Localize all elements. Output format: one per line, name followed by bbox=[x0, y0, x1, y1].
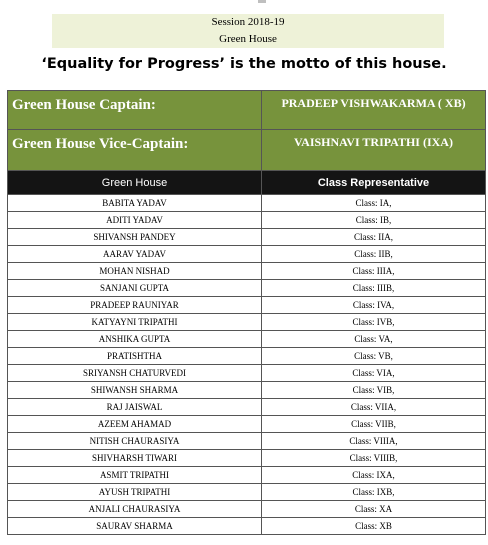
student-class: Class: IIIA, bbox=[262, 263, 486, 280]
table-row bbox=[8, 263, 486, 280]
column-header-house: Green House bbox=[8, 171, 262, 195]
student-name: PRADEEP RAUNIYAR bbox=[8, 297, 262, 314]
house-label: Green House bbox=[219, 33, 277, 45]
house-motto: ‘Equality for Progress’ is the motto of this house. bbox=[41, 56, 447, 72]
table-row bbox=[8, 195, 486, 212]
student-class: Class: VIB, bbox=[262, 382, 486, 399]
student-name: SAURAV SHARMA bbox=[8, 518, 262, 535]
session-label: Session 2018-19 bbox=[211, 16, 285, 28]
vice-captain-label: Green House Vice-Captain: bbox=[8, 130, 262, 171]
table-row bbox=[8, 297, 486, 314]
table-row bbox=[8, 280, 486, 297]
student-name: AARAV YADAV bbox=[8, 246, 262, 263]
table-row bbox=[8, 246, 486, 263]
student-name: ANJALI CHAURASIYA bbox=[8, 501, 262, 518]
student-class: Class: IB, bbox=[262, 212, 486, 229]
table-row bbox=[8, 212, 486, 229]
student-class: Class: VIIA, bbox=[262, 399, 486, 416]
student-name: RAJ JAISWAL bbox=[8, 399, 262, 416]
captain-row bbox=[8, 91, 486, 130]
table-row bbox=[8, 518, 486, 535]
student-class: Class: IIIB, bbox=[262, 280, 486, 297]
session-header bbox=[52, 14, 444, 48]
student-class: Class: IIA, bbox=[262, 229, 486, 246]
student-class: Class: VB, bbox=[262, 348, 486, 365]
house-table bbox=[7, 90, 486, 535]
student-name: SRIYANSH CHATURVEDI bbox=[8, 365, 262, 382]
table-row bbox=[8, 348, 486, 365]
student-name: AYUSH TRIPATHI bbox=[8, 484, 262, 501]
student-name: SANJANI GUPTA bbox=[8, 280, 262, 297]
table-row bbox=[8, 484, 486, 501]
table-row bbox=[8, 314, 486, 331]
student-class: Class: VIA, bbox=[262, 365, 486, 382]
student-name: BABITA YADAV bbox=[8, 195, 262, 212]
student-class: Class: VIIB, bbox=[262, 416, 486, 433]
column-header-row bbox=[8, 171, 486, 195]
student-name: ANSHIKA GUPTA bbox=[8, 331, 262, 348]
student-name: SHIWANSH SHARMA bbox=[8, 382, 262, 399]
top-edge-mark bbox=[258, 0, 266, 3]
table-row bbox=[8, 433, 486, 450]
vice-captain-row bbox=[8, 130, 486, 171]
vice-captain-value: VAISHNAVI TRIPATHI (IXA) bbox=[262, 130, 486, 171]
student-name: KATYAYNI TRIPATHI bbox=[8, 314, 262, 331]
student-class: Class: IXA, bbox=[262, 467, 486, 484]
captain-label: Green House Captain: bbox=[8, 91, 262, 130]
table-row bbox=[8, 331, 486, 348]
captain-value: PRADEEP VISHWAKARMA ( XB) bbox=[262, 91, 486, 130]
table-row bbox=[8, 501, 486, 518]
student-name: SHIVANSH PANDEY bbox=[8, 229, 262, 246]
student-class: Class: IVB, bbox=[262, 314, 486, 331]
student-name: ASMIT TRIPATHI bbox=[8, 467, 262, 484]
student-class: Class: IIB, bbox=[262, 246, 486, 263]
table-row bbox=[8, 450, 486, 467]
student-name: MOHAN NISHAD bbox=[8, 263, 262, 280]
table-row bbox=[8, 399, 486, 416]
student-class: Class: IVA, bbox=[262, 297, 486, 314]
table-row bbox=[8, 229, 486, 246]
table-row bbox=[8, 467, 486, 484]
student-name: NITISH CHAURASIYA bbox=[8, 433, 262, 450]
student-class: Class: IXB, bbox=[262, 484, 486, 501]
student-class: Class: VIIIA, bbox=[262, 433, 486, 450]
column-header-representative: Class Representative bbox=[262, 171, 486, 195]
student-name: SHIVHARSH TIWARI bbox=[8, 450, 262, 467]
student-class: Class: VIIIB, bbox=[262, 450, 486, 467]
student-class: Class: VA, bbox=[262, 331, 486, 348]
student-name: AZEEM AHAMAD bbox=[8, 416, 262, 433]
student-class: Class: IA, bbox=[262, 195, 486, 212]
student-class: Class: XA bbox=[262, 501, 486, 518]
student-class: Class: XB bbox=[262, 518, 486, 535]
table-row bbox=[8, 365, 486, 382]
table-row bbox=[8, 382, 486, 399]
student-name: PRATISHTHA bbox=[8, 348, 262, 365]
table-row bbox=[8, 416, 486, 433]
student-name: ADITI YADAV bbox=[8, 212, 262, 229]
